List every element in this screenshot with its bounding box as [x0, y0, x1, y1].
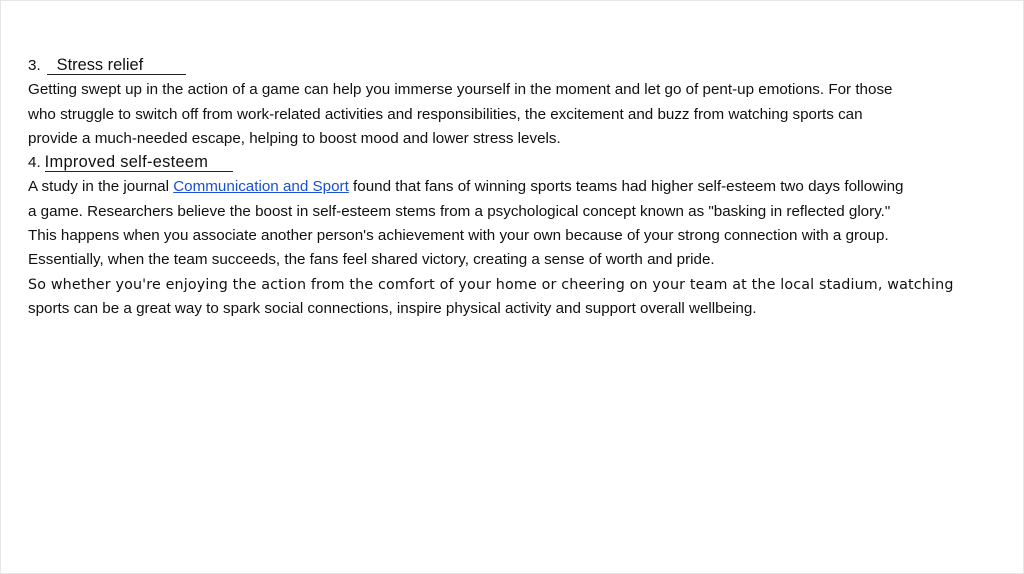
section-4-line-3: This happens when you associate another person's achievement with your own because of your strong connection with a group.	[28, 227, 889, 245]
section-4-line-4: Essentially, when the team succeeds, the fans feel shared victory, creating a sense of worth and pride.	[28, 251, 715, 269]
section-3-heading-row	[28, 54, 1003, 78]
section-4-line-1-before: A study in the journal	[28, 178, 174, 196]
section-3-line-3: provide a much-needed escape, helping to boost mood and lower stress levels.	[28, 129, 561, 147]
conclusion-line-1: So whether you're enjoying the action from the comfort of your home or cheering on your team at the local stadium, watching	[28, 276, 954, 293]
slide-content	[28, 54, 1003, 321]
section-4-line-1	[28, 175, 1003, 199]
section-3-line-2: who struggle to switch off from work-related activities and responsibilities, the excitement and buzz from watching sports can	[28, 105, 863, 123]
journal-link[interactable]: Communication and Sport	[173, 178, 349, 196]
section-4-heading-row	[28, 151, 1003, 175]
section-3-number: 3.	[28, 57, 41, 74]
section-4-heading: Improved self-esteem	[45, 153, 233, 172]
section-3-line-1: Getting swept up in the action of a game can help you immerse yourself in the moment and let go of pent-up emotions. For those	[28, 81, 893, 99]
section-4-line-1-after: found that fans of winning sports teams had higher self-esteem two days following	[348, 178, 904, 196]
section-4-number: 4.	[28, 154, 41, 172]
conclusion-line-2: sports can be a great way to spark social connections, inspire physical activity and support overall wellbeing.	[28, 299, 757, 317]
section-4-line-2: a game. Researchers believe the boost in self-esteem stems from a psychological concept known as "basking in reflected glory."	[28, 202, 891, 220]
section-3-heading: Stress relief	[47, 56, 186, 75]
